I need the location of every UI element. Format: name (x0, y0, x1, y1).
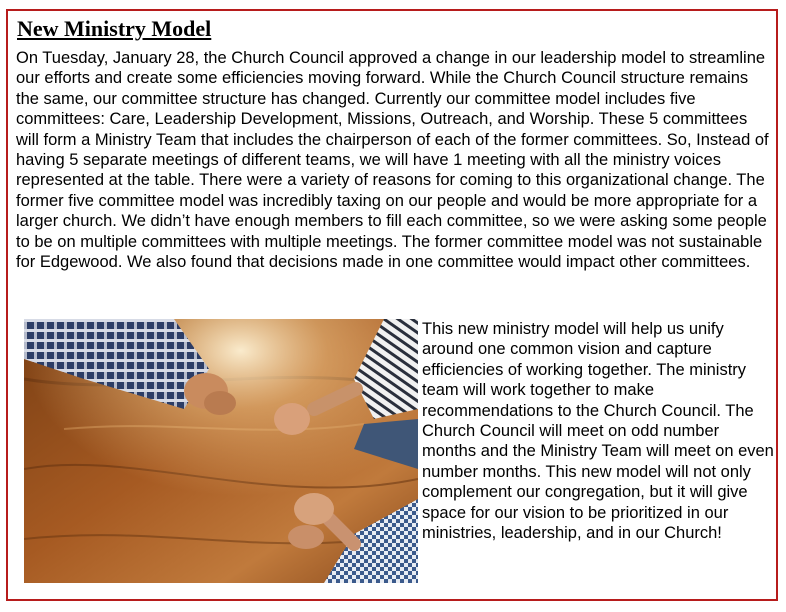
article-side-paragraph: This new ministry model will help us unify around one common vision and capture efficiencies of working together. The ministry team will work together to make recommendations to the Church Council. The Church Council will meet on odd number months and the Ministry Team will meet on even number months. This new model will not only complement our congregation, but it will give space for our vision to be prioritized in our ministries, leadership, and in our Church! (422, 320, 774, 543)
newsletter-frame (6, 9, 778, 601)
article-title: New Ministry Model (17, 16, 212, 41)
article-intro-paragraph: On Tuesday, January 28, the Church Council approved a change in our leadership model to streamline our efforts and create some efficiencies moving forward. While the Church Council structure remains the same, our committee structure has changed. Currently our committee model includes five committees: Care, Leadership Development, Missions, Outreach, and Worship. These 5 committees will form a Ministry Team that includes the chairperson of each of the former committees. So, Instead of having 5 separate meetings of different teams, we will have 1 meeting with all the ministry voices represented at the table. There were a variety of reasons for coming to this organizational change. The former five committee model was incredibly taxing on our people and would be more appropriate for a larger church. We didn’t have enough members to fill each committee, so we were asking some people to be on multiple committees with multiple meetings. The former committee model was not sustainable for Edgewood. We also found that decisions made in one committee would impact other committees. (16, 49, 769, 272)
praying-hands-photo (24, 319, 418, 583)
